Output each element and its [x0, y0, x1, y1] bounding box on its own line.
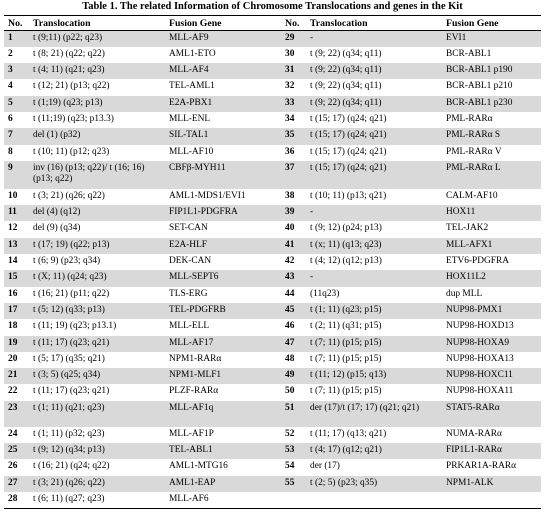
fusion-gene-left: AML1-ETO [169, 48, 216, 59]
translocation-left: t (1; 11) (q21; q23) [29, 401, 165, 427]
translocation-left: t (10; 11) (p12; q23) [33, 146, 110, 157]
table-row [4, 96, 541, 112]
translocation-right: der (17) [310, 461, 340, 472]
row-number-right: 46 [285, 321, 295, 332]
fusion-gene-right: CALM-AF10 [446, 190, 498, 201]
fusion-gene-left: AML1-EAP [165, 476, 281, 492]
fusion-gene-left: AML1-MDS1/EVI1 [169, 190, 246, 201]
fusion-gene-left: NPM1-MLF1 [165, 368, 281, 384]
table-row [4, 336, 541, 352]
translocation-left: t (9; 12) (q34; p13) [29, 443, 165, 459]
row-number-left: 3 [4, 63, 29, 79]
translocation-left: t (3; 5) (q25; q34) [29, 368, 165, 384]
fusion-gene-left: MLL-SEPT6 [165, 270, 281, 286]
translocation-right: t (11; 12) (p15; q13) [306, 368, 442, 384]
translocation-right: - [306, 205, 442, 221]
table-row [4, 145, 541, 161]
row-number-left: 2 [8, 48, 13, 59]
table-row [4, 128, 541, 144]
table-header-row [4, 16, 541, 31]
row-number-right: 41 [281, 238, 306, 254]
row-number-right: 53 [281, 443, 306, 459]
fusion-gene-left: AML1-MTG16 [169, 461, 228, 472]
translocation-right: t (11; 17) (q13; q21) [310, 428, 387, 439]
fusion-gene-left: MLL-ENL [169, 113, 211, 124]
fusion-gene-left: SET-CAN [169, 223, 208, 234]
fusion-gene-left: TEL-PDGFRB [165, 303, 281, 319]
translocation-left: t (4; 11) (q21; q23) [29, 63, 165, 79]
row-number-left: 1 [4, 31, 29, 47]
row-number-left: 8 [8, 146, 13, 157]
row-number-left: 15 [4, 270, 29, 286]
table-row [4, 63, 541, 79]
fusion-gene-left: MLL-AF6 [165, 492, 281, 508]
table-row [4, 238, 541, 254]
row-number-right: 43 [281, 270, 306, 286]
row-number-left: 23 [4, 401, 29, 427]
fusion-gene-right: NUP98-HOXA9 [442, 336, 541, 352]
row-number-right: 40 [285, 223, 295, 234]
fusion-gene-left: DEK-CAN [169, 256, 212, 267]
fusion-gene-right: NUP98-HOXA11 [446, 386, 514, 397]
table-row [4, 189, 541, 205]
translocation-left: inv (16) (p13; q22)/ t (16; 16) (p13; q22) [29, 161, 165, 189]
row-number-left: 22 [8, 386, 18, 397]
fusion-gene-right: EVI1 [442, 31, 541, 47]
fusion-gene-right: BCR-ABL1 [446, 48, 492, 59]
translocation-right: t (9; 12) (p24; p13) [310, 223, 382, 234]
fusion-gene-left: PLZF-RARα [169, 386, 219, 397]
fusion-gene-left: E2A-PBX1 [165, 96, 281, 112]
header-translocation-right: Translocation [306, 16, 442, 31]
translocation-left: t (3; 21) (q26; q22) [33, 190, 105, 201]
fusion-gene-right: HOX11 [442, 205, 541, 221]
translocation-right: t (2; 5) (p23; q35) [306, 476, 442, 492]
row-number-left: 5 [4, 96, 29, 112]
translocation-left: t (12; 21) (p13; q22) [33, 81, 110, 92]
fusion-gene-right: BCR-ABL1 p210 [446, 81, 513, 92]
translocation-left: t (X; 11) (q24; q23) [29, 270, 165, 286]
translocation-left: t (11; 17) (q23; q21) [29, 336, 165, 352]
fusion-gene-right [442, 492, 541, 508]
translocation-left: t (8; 21) (q22; q22) [33, 48, 105, 59]
fusion-gene-right: STAT5-RARα [442, 401, 541, 427]
table-row [4, 476, 541, 492]
row-number-left: 27 [4, 476, 29, 492]
fusion-gene-left: MLL-AF17 [165, 336, 281, 352]
row-number-left: 25 [4, 443, 29, 459]
row-number-right: 47 [281, 336, 306, 352]
row-number-right: 48 [285, 353, 295, 364]
row-number-right: 33 [281, 96, 306, 112]
translocation-left: t (3; 21) (q26; q22) [29, 476, 165, 492]
header-fusion-gene-left: Fusion Gene [165, 16, 281, 31]
fusion-gene-left: TEL-AML1 [169, 81, 215, 92]
translocation-right: t (9; 22) (q34; q11) [306, 63, 442, 79]
translocation-left: del (9) (q34) [33, 223, 81, 234]
fusion-gene-right: PML-RARα [446, 113, 493, 124]
table-row [4, 352, 541, 368]
header-no-right: No. [281, 16, 306, 31]
fusion-gene-right: MLL-AFX1 [442, 238, 541, 254]
row-number-left: 6 [8, 113, 13, 124]
row-number-left: 14 [8, 256, 18, 267]
row-number-left: 19 [4, 336, 29, 352]
translocation-right: t (7; 11) (p15; p15) [306, 336, 442, 352]
translocation-right [306, 492, 442, 508]
row-number-left: 28 [4, 492, 29, 508]
table-row [4, 254, 541, 270]
translocation-right: - [306, 270, 442, 286]
translocation-left: t (11;19) (q23; p13.3) [33, 113, 114, 124]
row-number-left: 21 [4, 368, 29, 384]
fusion-gene-left: MLL-AF1q [165, 401, 281, 427]
translocation-left: t (1; 11) (p32; q23) [33, 428, 105, 439]
translocation-right: t (15; 17) (q24; q21) [310, 146, 387, 157]
table-row [4, 427, 541, 443]
row-number-right: 34 [285, 113, 295, 124]
fusion-gene-right: BCR-ABL1 p190 [442, 63, 541, 79]
row-number-right: 45 [281, 303, 306, 319]
translocation-right: t (4; 12) (q12; p13) [310, 256, 382, 267]
translocation-right: t (15; 17) (q24; q21) [310, 113, 387, 124]
translocation-left: t (1;19) (q23; p13) [29, 96, 165, 112]
fusion-gene-right: NUP98-PMX1 [442, 303, 541, 319]
row-number-right: 52 [285, 428, 295, 439]
translocation-left: t (16; 21) (q24; q22) [33, 461, 110, 472]
translocation-left: t (5; 17) (q35; q21) [33, 353, 105, 364]
row-number-left: 20 [8, 353, 18, 364]
fusion-gene-right: PML-RARα V [446, 146, 502, 157]
fusion-gene-left: MLL-AF4 [165, 63, 281, 79]
table-row [4, 401, 541, 427]
row-number-right: 29 [281, 31, 306, 47]
translocation-right: t (15; 17) (q24; q21) [306, 161, 442, 189]
translocation-left: t (11; 19) (q23; p13.1) [33, 321, 117, 332]
row-number-right: 32 [285, 81, 295, 92]
row-number-left: 24 [8, 428, 18, 439]
table-caption: Table 1. The related Information of Chromosome Translocations and genes in the Kit [82, 1, 463, 12]
translocation-right: t (9; 22) (q34; q11) [310, 48, 382, 59]
translocation-left: t (9;11) (p22; q23) [29, 31, 165, 47]
row-number-right: 44 [285, 288, 295, 299]
translocation-left: del (1) (p32) [29, 128, 165, 144]
table-row [4, 31, 541, 47]
row-number-right: 50 [285, 386, 295, 397]
row-number-right: 49 [281, 368, 306, 384]
fusion-gene-right: ETV6-PDGFRA [446, 256, 510, 267]
row-number-left: 16 [8, 288, 18, 299]
fusion-gene-right: NUP98-HOXC11 [442, 368, 541, 384]
translocation-right: t (x; 11) (q13; q23) [306, 238, 442, 254]
fusion-gene-right: TEL-JAK2 [446, 223, 489, 234]
fusion-gene-left: NPM1-RARα [169, 353, 222, 364]
row-number-right: 39 [281, 205, 306, 221]
translocation-right: t (7; 11) (p15; p15) [310, 353, 382, 364]
translocation-right: t (9; 22) (q34; q11) [310, 81, 382, 92]
table-row [4, 205, 541, 221]
translocation-table [4, 15, 541, 509]
translocation-right: - [306, 31, 442, 47]
row-number-left: 18 [8, 321, 18, 332]
row-number-right: 35 [281, 128, 306, 144]
row-number-right: 42 [285, 256, 295, 267]
fusion-gene-right: BCR-ABL1 p230 [442, 96, 541, 112]
table-row [4, 47, 541, 63]
table-row [4, 368, 541, 384]
translocation-right: t (15; 17) (q24; q21) [306, 128, 442, 144]
row-number-right: 36 [285, 146, 295, 157]
fusion-gene-right: NPM1-ALK [442, 476, 541, 492]
row-number-left: 17 [4, 303, 29, 319]
translocation-left: t (6; 11) (q27; q23) [29, 492, 165, 508]
table-row [4, 384, 541, 400]
translocation-left: del (4) (q12) [29, 205, 165, 221]
translocation-left: t (11; 17) (q23; q21) [33, 386, 110, 397]
fusion-gene-left: MLL-AF10 [169, 146, 214, 157]
fusion-gene-right: PML-RARα S [442, 128, 541, 144]
header-translocation-left: Translocation [29, 16, 165, 31]
row-number-left: 10 [8, 190, 18, 201]
header-fusion-gene-right: Fusion Gene [442, 16, 541, 31]
row-number-right: 38 [285, 190, 295, 201]
fusion-gene-left: TLS-ERG [169, 288, 208, 299]
translocation-right: (11q23) [310, 288, 340, 299]
translocation-left: t (5; 12) (q33; p13) [29, 303, 165, 319]
translocation-right: t (9; 22) (q34; q11) [306, 96, 442, 112]
row-number-left: 7 [4, 128, 29, 144]
row-number-right: 51 [281, 401, 306, 427]
row-number-right: 37 [281, 161, 306, 189]
table-row [4, 319, 541, 335]
table-row [4, 287, 541, 303]
fusion-gene-left: CBFβ-MYH11 [165, 161, 281, 189]
row-number-right: 30 [285, 48, 295, 59]
fusion-gene-right: HOX11L2 [442, 270, 541, 286]
fusion-gene-left: MLL-AF1P [169, 428, 214, 439]
fusion-gene-right: NUMA-RARα [446, 428, 502, 439]
table-row [4, 161, 541, 189]
row-number-right: 54 [285, 461, 295, 472]
row-number-left: 4 [8, 81, 13, 92]
fusion-gene-left: MLL-AF9 [165, 31, 281, 47]
translocation-right: t (10; 11) (p13; q21) [310, 190, 387, 201]
translocation-right: der (17)/t (17; 17) (q21; q21) [306, 401, 442, 427]
translocation-right: t (4; 17) (q12; q21) [306, 443, 442, 459]
table-row [4, 270, 541, 286]
table-row [4, 112, 541, 128]
fusion-gene-right: FIP1L1-RARα [442, 443, 541, 459]
table-row [4, 459, 541, 475]
fusion-gene-right: PRKAR1A-RARα [446, 461, 517, 472]
fusion-gene-left: SIL-TAL1 [165, 128, 281, 144]
fusion-gene-left: E2A-HLF [165, 238, 281, 254]
row-number-left: 11 [4, 205, 29, 221]
fusion-gene-right: NUP98-HOXA13 [446, 353, 514, 364]
row-number-left: 9 [4, 161, 29, 189]
table-row [4, 79, 541, 95]
translocation-right: t (2; 11) (q31; p15) [310, 321, 382, 332]
table-row [4, 303, 541, 319]
translocation-right: t (1; 11) (q23; p15) [306, 303, 442, 319]
translocation-left: t (16; 21) (p11; q22) [33, 288, 110, 299]
table-row [4, 443, 541, 459]
row-number-left: 12 [8, 223, 18, 234]
row-number-left: 26 [8, 461, 18, 472]
fusion-gene-left: TEL-ABL1 [165, 443, 281, 459]
fusion-gene-left: MLL-ELL [169, 321, 210, 332]
table-row [4, 492, 541, 508]
row-number-left: 13 [4, 238, 29, 254]
fusion-gene-left: FIP1L1-PDGFRA [165, 205, 281, 221]
table-row [4, 221, 541, 237]
translocation-left: t (6; 9) (p23; q34) [33, 256, 101, 267]
row-number-right: 55 [281, 476, 306, 492]
row-number-right [281, 492, 306, 508]
row-number-right: 31 [281, 63, 306, 79]
header-no-left: No. [4, 16, 29, 31]
fusion-gene-right: PML-RARα L [442, 161, 541, 189]
translocation-right: t (7; 11) (p15; p15) [310, 386, 382, 397]
fusion-gene-right: dup MLL [446, 288, 483, 299]
fusion-gene-right: NUP98-HOXD13 [446, 321, 514, 332]
translocation-left: t (17; 19) (q22; p13) [29, 238, 165, 254]
